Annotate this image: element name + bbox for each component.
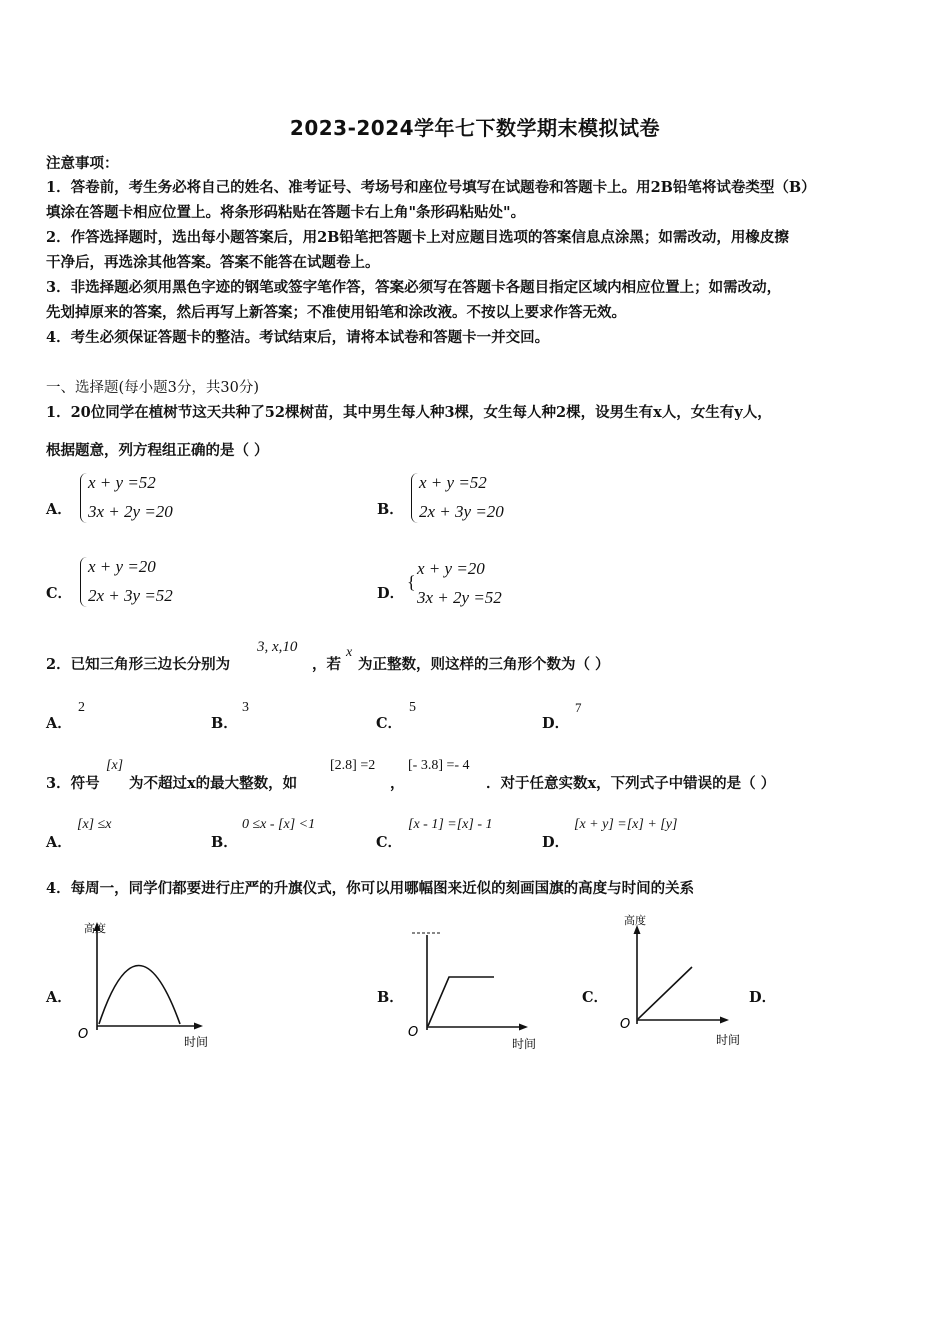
equation-brace xyxy=(80,557,87,607)
x-axis-label: 时间 xyxy=(184,1035,209,1049)
question-4-text: 4．每周一，同学们都要进行庄严的升旗仪式，你可以用哪幅图来近似的刻画国旗的高度与时间的关系 xyxy=(46,880,695,897)
math-expression: [x] xyxy=(106,758,124,773)
section-heading: 一、选择题(每小题3分，共30分) xyxy=(46,380,259,396)
option-expression: [x + y] =[x] + [y] xyxy=(574,817,678,832)
equation-line: 3x + 2y =20 xyxy=(88,502,173,521)
curve-parabola xyxy=(99,966,180,1025)
option-label[interactable]: C． xyxy=(582,989,609,1006)
option-label[interactable]: D． xyxy=(542,715,570,732)
notice-line: 填涂在答题卡相应位置上。将条形码粘贴在答题卡右上角"条形码粘贴处"。 xyxy=(46,204,526,221)
question-2-text: 为正整数，则这样的三角形个数为（ ） xyxy=(358,656,610,673)
equation-line: x + y =20 xyxy=(417,559,485,578)
question-2-text: 2．已知三角形三边长分别为 xyxy=(46,656,231,673)
option-value: 5 xyxy=(409,700,416,715)
equation-line: x + y =52 xyxy=(419,473,487,492)
question-3-text: 3．符号 xyxy=(46,775,100,792)
option-expression: [x] ≤x xyxy=(77,817,112,832)
question-1-text: 根据题意，列方程组正确的是（ ） xyxy=(46,442,269,459)
option-label[interactable]: B． xyxy=(377,501,404,518)
option-value: 3 xyxy=(242,700,249,715)
y-axis-label: 高度 xyxy=(84,922,106,935)
equation-line: 2x + 3y =52 xyxy=(88,586,173,605)
equation-line: x + y =20 xyxy=(88,557,156,576)
notice-line: 2．作答选择题时，选出每小题答案后，用2B铅笔把答题卡上对应题目选项的答案信息点涂黑；如需改动，用橡皮擦 xyxy=(46,229,789,246)
notice-heading: 注意事项： xyxy=(46,155,119,172)
notice-line: 先划掉原来的答案，然后再写上新答案；不准使用铅笔和涂改液。不按以上要求作答无效。 xyxy=(46,304,626,321)
origin-label: O xyxy=(620,1017,631,1032)
math-expression: [- 3.8] =- 4 xyxy=(408,758,470,773)
option-value: 2 xyxy=(78,700,85,715)
x-axis-arrow xyxy=(194,1023,203,1030)
option-label[interactable]: D． xyxy=(377,585,405,602)
equation-brace: { xyxy=(407,572,416,592)
equation-brace xyxy=(411,473,418,523)
option-expression: 0 ≤x - [x] <1 xyxy=(242,817,316,832)
equation-brace xyxy=(80,473,87,523)
x-axis-arrow xyxy=(519,1024,528,1031)
option-label[interactable]: A． xyxy=(46,834,72,851)
option-label[interactable]: A． xyxy=(46,989,72,1006)
equation-line: 2x + 3y =20 xyxy=(419,502,504,521)
curve-linear xyxy=(638,967,692,1019)
option-expression: [x - 1] =[x] - 1 xyxy=(408,817,493,832)
question-1-text: 1．20位同学在植树节这天共种了52棵树苗，其中男生每人种3棵，女生每人种2棵，设男生有x人，女生有y人， xyxy=(46,404,772,421)
notice-line: 4．考生必须保证答题卡的整洁。考试结束后，请将本试卷和答题卡一并交回。 xyxy=(46,329,550,346)
option-label[interactable]: D． xyxy=(542,834,570,851)
graph-a xyxy=(70,912,230,1052)
option-label[interactable]: B． xyxy=(211,715,238,732)
option-label[interactable]: B． xyxy=(377,989,404,1006)
option-label[interactable]: A． xyxy=(46,715,72,732)
option-label[interactable]: C． xyxy=(376,834,403,851)
option-value: 7 xyxy=(575,700,582,715)
notice-line: 干净后，再选涂其他答案。答案不能答在试题卷上。 xyxy=(46,254,380,271)
question-3-text: ， xyxy=(390,775,405,792)
notice-line: 3．非选择题必须用黑色字迹的钢笔或签字笔作答，答案必须写在答题卡各题目指定区域内相应位置上；如需改动， xyxy=(46,279,782,296)
x-axis-label: 时间 xyxy=(716,1033,741,1047)
origin-label: O xyxy=(408,1025,419,1040)
math-expression: [2.8] =2 xyxy=(330,758,376,773)
option-label[interactable]: C． xyxy=(376,715,403,732)
x-axis-label: 时间 xyxy=(512,1037,537,1051)
x-axis-arrow xyxy=(720,1017,729,1024)
notice-line: 1．答卷前，考生务必将自己的姓名、准考证号、考场号和座位号填写在试题卷和答题卡上。用2B铅笔将试卷类型（B） xyxy=(46,179,816,196)
curve-rise-flat xyxy=(428,977,494,1026)
equation-line: 3x + 2y =52 xyxy=(417,588,502,607)
question-3-text: 为不超过x的最大整数，如 xyxy=(129,775,298,792)
question-2-text: ，若 xyxy=(312,656,341,673)
question-3-text: ．对于任意实数x，下列式子中错误的是（ ） xyxy=(486,775,776,792)
math-expression: 3, x,10 xyxy=(257,639,298,655)
origin-label: O xyxy=(78,1027,89,1042)
graph-b xyxy=(400,922,560,1057)
option-label[interactable]: D． xyxy=(749,989,777,1006)
page-title: 2023-2024学年七下数学期末模拟试卷 xyxy=(289,116,661,140)
equation-line: x + y =52 xyxy=(88,473,156,492)
math-variable: x xyxy=(346,645,353,660)
option-label[interactable]: A． xyxy=(46,501,72,518)
y-axis-label: 高度 xyxy=(624,914,646,927)
graph-c xyxy=(612,910,762,1050)
option-label[interactable]: C． xyxy=(46,585,73,602)
option-label[interactable]: B． xyxy=(211,834,238,851)
